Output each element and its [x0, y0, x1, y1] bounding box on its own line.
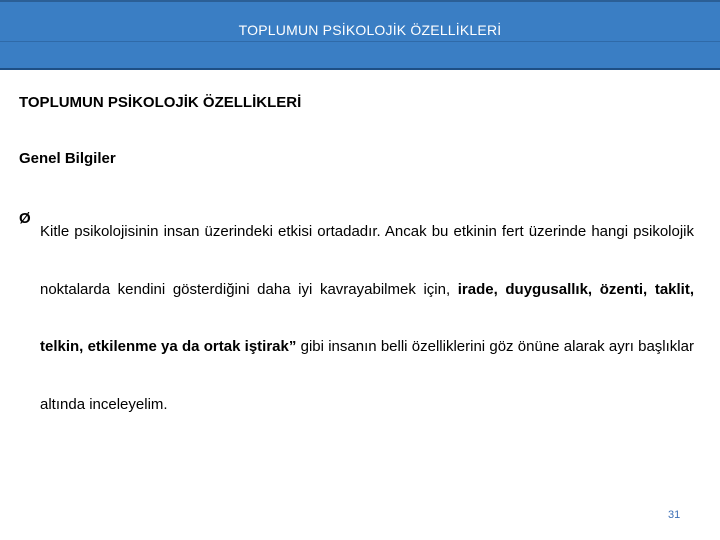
paragraph-text-end: gibi insanın belli özelliklerini göz önüne alarak ayrı başlıklar altında inceleyelim. — [40, 338, 694, 413]
header-title: TOPLUMUN PSİKOLOJİK ÖZELLİKLERİ — [238, 22, 502, 38]
bullet-arrow-icon: Ø — [19, 210, 31, 227]
paragraph-bold-terms: irade, duygusallık, özenti, taklit, telkin, etkilenme ya da ortak iştirak” — [40, 280, 695, 355]
paragraph-text-start: Kitle psikolojisinin insan üzerindeki etkisi ortadadır. Ancak bu etkinin fert üzerinde hangi psikolojik noktalarda kendini gösterdiğini daha iyi kavrayabilmek için, — [40, 223, 694, 298]
slide-title: TOPLUMUN PSİKOLOJİK ÖZELLİKLERİ — [19, 94, 302, 111]
header-bar — [0, 0, 720, 70]
section-subheading: Genel Bilgiler — [19, 150, 116, 167]
page-number: 31 — [668, 509, 681, 521]
body-paragraph — [40, 203, 694, 433]
